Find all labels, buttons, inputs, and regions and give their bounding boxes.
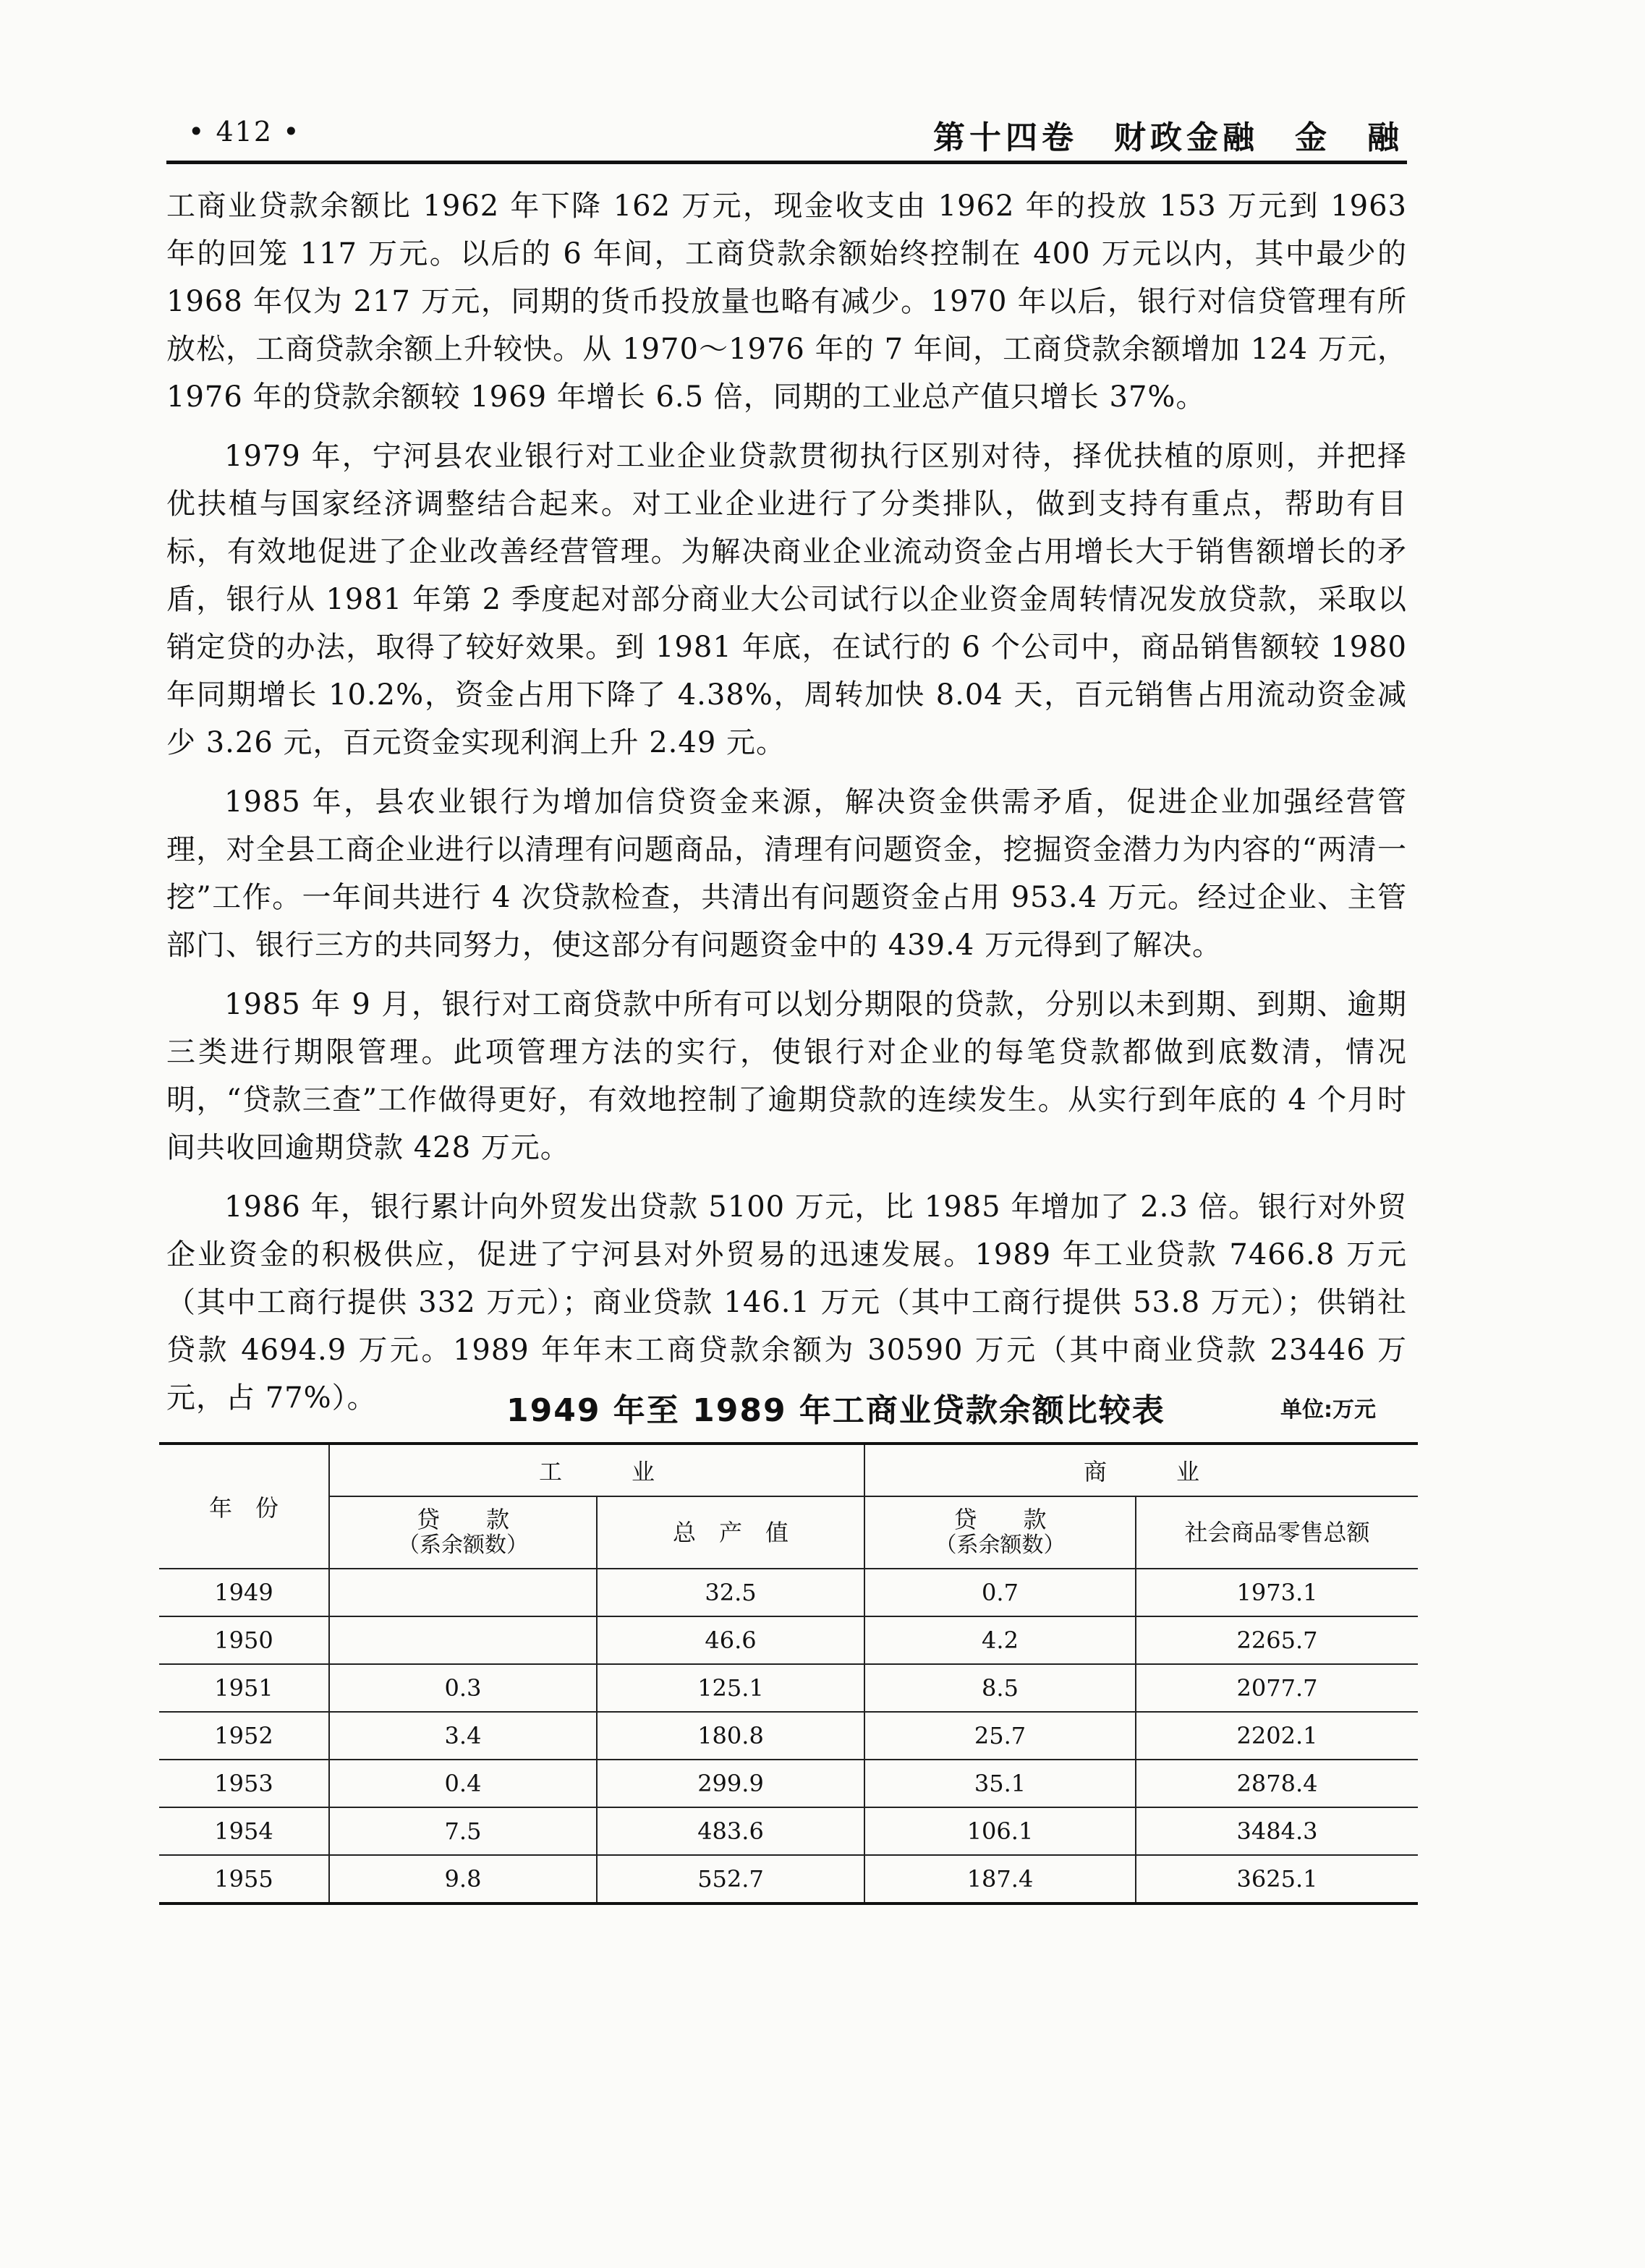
industry-loan-cell: [329, 1569, 597, 1616]
commerce-loan-cell: 0.7: [864, 1569, 1136, 1616]
year-cell: 1951: [159, 1664, 329, 1712]
commerce-loan-cell: 35.1: [864, 1760, 1136, 1807]
table-title: 1949 年至 1989 年工商业贷款余额比较表: [506, 1392, 1165, 1429]
retail-cell: 2878.4: [1136, 1760, 1418, 1807]
commerce-loan-cell: 8.5: [864, 1664, 1136, 1712]
page-number: • 412 •: [188, 116, 301, 148]
year-cell: 1955: [159, 1855, 329, 1904]
year-cell: 1952: [159, 1712, 329, 1760]
table-row: [159, 1855, 1418, 1904]
output-cell: 46.6: [597, 1616, 864, 1664]
running-title: 第十四卷 财政金融 金 融: [933, 119, 1403, 156]
loan-header-line2: （系余额数）: [935, 1532, 1066, 1558]
commerce-header: 商 业: [864, 1444, 1418, 1496]
paragraph-2: 1979 年，宁河县农业银行对工业企业贷款贯彻执行区别对待，择优扶植的原则，并把择优扶植与国家经济调整结合起来。对工业企业进行了分类排队，做到支持有重点，帮助有目标，有效地促进了企业改善经营管理。为解决商业企业流动资金占用增长大于销售额增长的矛盾，银行从 1981 年第 2 季度起对部分商业大公司试行以企业资金周转情况发放贷款，采取以销定贷的办法，取得了较好效果。到 1981 年底，在试行的 6 个公司中，商品销售额较 1980 年同期增长 10.2%，资金占用下降了 4.38%，周转加快 8.04 天，百元销售占用流动资金减少 3.26 元，百元资金实现利润上升 2.49 元。: [166, 440, 1407, 759]
output-cell: 483.6: [597, 1807, 864, 1855]
paragraph-3: 1985 年，县农业银行为增加信贷资金来源，解决资金供需矛盾，促进企业加强经营管理，对全县工商企业进行以清理有问题商品，清理有问题资金，挖掘资金潜力为内容的“两清一挖”工作。一年间共进行 4 次贷款检查，共清出有问题资金占用 953.4 万元。经过企业、主管部门、银行三方的共同努力，使这部分有问题资金中的 439.4 万元得到了解决。: [166, 785, 1407, 962]
retail-header: 社会商品零售总额: [1136, 1496, 1418, 1569]
paragraph-1: 工商业贷款余额比 1962 年下降 162 万元，现金收支由 1962 年的投放 153 万元到 1963 年的回笼 117 万元。以后的 6 年间，工商贷款余额始终控制在 400 万元以内，其中最少的 1968 年仅为 217 万元，同期的货币投放量也略有减少。1970 年以后，银行对信贷管理有所放松，工商贷款余额上升较快。从 1970～1976 年的 7 年间，工商贷款余额增加 124 万元，1976 年的贷款余额较 1969 年增长 6.5 倍，同期的工业总产值只增长 37%。: [166, 189, 1407, 414]
retail-cell: 2265.7: [1136, 1616, 1418, 1664]
loan-header-line1: 贷 款: [416, 1506, 509, 1533]
retail-cell: 1973.1: [1136, 1569, 1418, 1616]
header-rule: [166, 161, 1407, 164]
industry-loan-cell: 0.4: [329, 1760, 597, 1807]
loan-header-line1: 贷 款: [953, 1506, 1047, 1533]
loan-comparison-table: [159, 1442, 1418, 1905]
commerce-loan-header: [864, 1496, 1136, 1569]
paragraph-4: 1985 年 9 月，银行对工商贷款中所有可以划分期限的贷款，分别以未到期、到期、逾期三类进行期限管理。此项管理方法的实行，使银行对企业的每笔贷款都做到底数清，情况明，“贷款三查”工作做得更好，有效地控制了逾期贷款的连续发生。从实行到年底的 4 个月时间共收回逾期贷款 428 万元。: [166, 988, 1407, 1164]
table-row: [159, 1664, 1418, 1712]
industry-loan-cell: 7.5: [329, 1807, 597, 1855]
output-cell: 32.5: [597, 1569, 864, 1616]
table-row: [159, 1569, 1418, 1616]
output-cell: 125.1: [597, 1664, 864, 1712]
year-cell: 1949: [159, 1569, 329, 1616]
body-text: [166, 182, 1407, 1433]
page-header: [166, 108, 1403, 166]
retail-cell: 2077.7: [1136, 1664, 1418, 1712]
retail-cell: 2202.1: [1136, 1712, 1418, 1760]
retail-cell: 3484.3: [1136, 1807, 1418, 1855]
year-header: 年 份: [159, 1444, 329, 1569]
commerce-loan-cell: 4.2: [864, 1616, 1136, 1664]
loan-header-line2: （系余额数）: [398, 1532, 528, 1558]
output-cell: 552.7: [597, 1855, 864, 1904]
table-row: [159, 1616, 1418, 1664]
year-cell: 1950: [159, 1616, 329, 1664]
commerce-loan-cell: 25.7: [864, 1712, 1136, 1760]
commerce-loan-cell: 106.1: [864, 1807, 1136, 1855]
industry-loan-header: [329, 1496, 597, 1569]
table-row: [159, 1712, 1418, 1760]
table-unit: 单位:万元: [1280, 1397, 1376, 1423]
year-cell: 1954: [159, 1807, 329, 1855]
output-cell: 299.9: [597, 1760, 864, 1807]
output-cell: 180.8: [597, 1712, 864, 1760]
paragraph-5: 1986 年，银行累计向外贸发出贷款 5100 万元，比 1985 年增加了 2.3 倍。银行对外贸企业资金的积极供应，促进了宁河县对外贸易的迅速发展。1989 年工业贷款 7466.8 万元（其中工商行提供 332 万元）；商业贷款 146.1 万元（其中工商行提供 53.8 万元）；供销社贷款 4694.9 万元。1989 年年末工商贷款余额为 30590 万元（其中商业贷款 23446 万元，占 77%）。: [166, 1190, 1407, 1415]
year-cell: 1953: [159, 1760, 329, 1807]
output-header: 总 产 值: [597, 1496, 864, 1569]
table-row: [159, 1760, 1418, 1807]
table-row: [159, 1807, 1418, 1855]
industry-header: 工 业: [329, 1444, 864, 1496]
industry-loan-cell: 3.4: [329, 1712, 597, 1760]
industry-loan-cell: 0.3: [329, 1664, 597, 1712]
industry-loan-cell: [329, 1616, 597, 1664]
commerce-loan-cell: 187.4: [864, 1855, 1136, 1904]
industry-loan-cell: 9.8: [329, 1855, 597, 1904]
retail-cell: 3625.1: [1136, 1855, 1418, 1904]
